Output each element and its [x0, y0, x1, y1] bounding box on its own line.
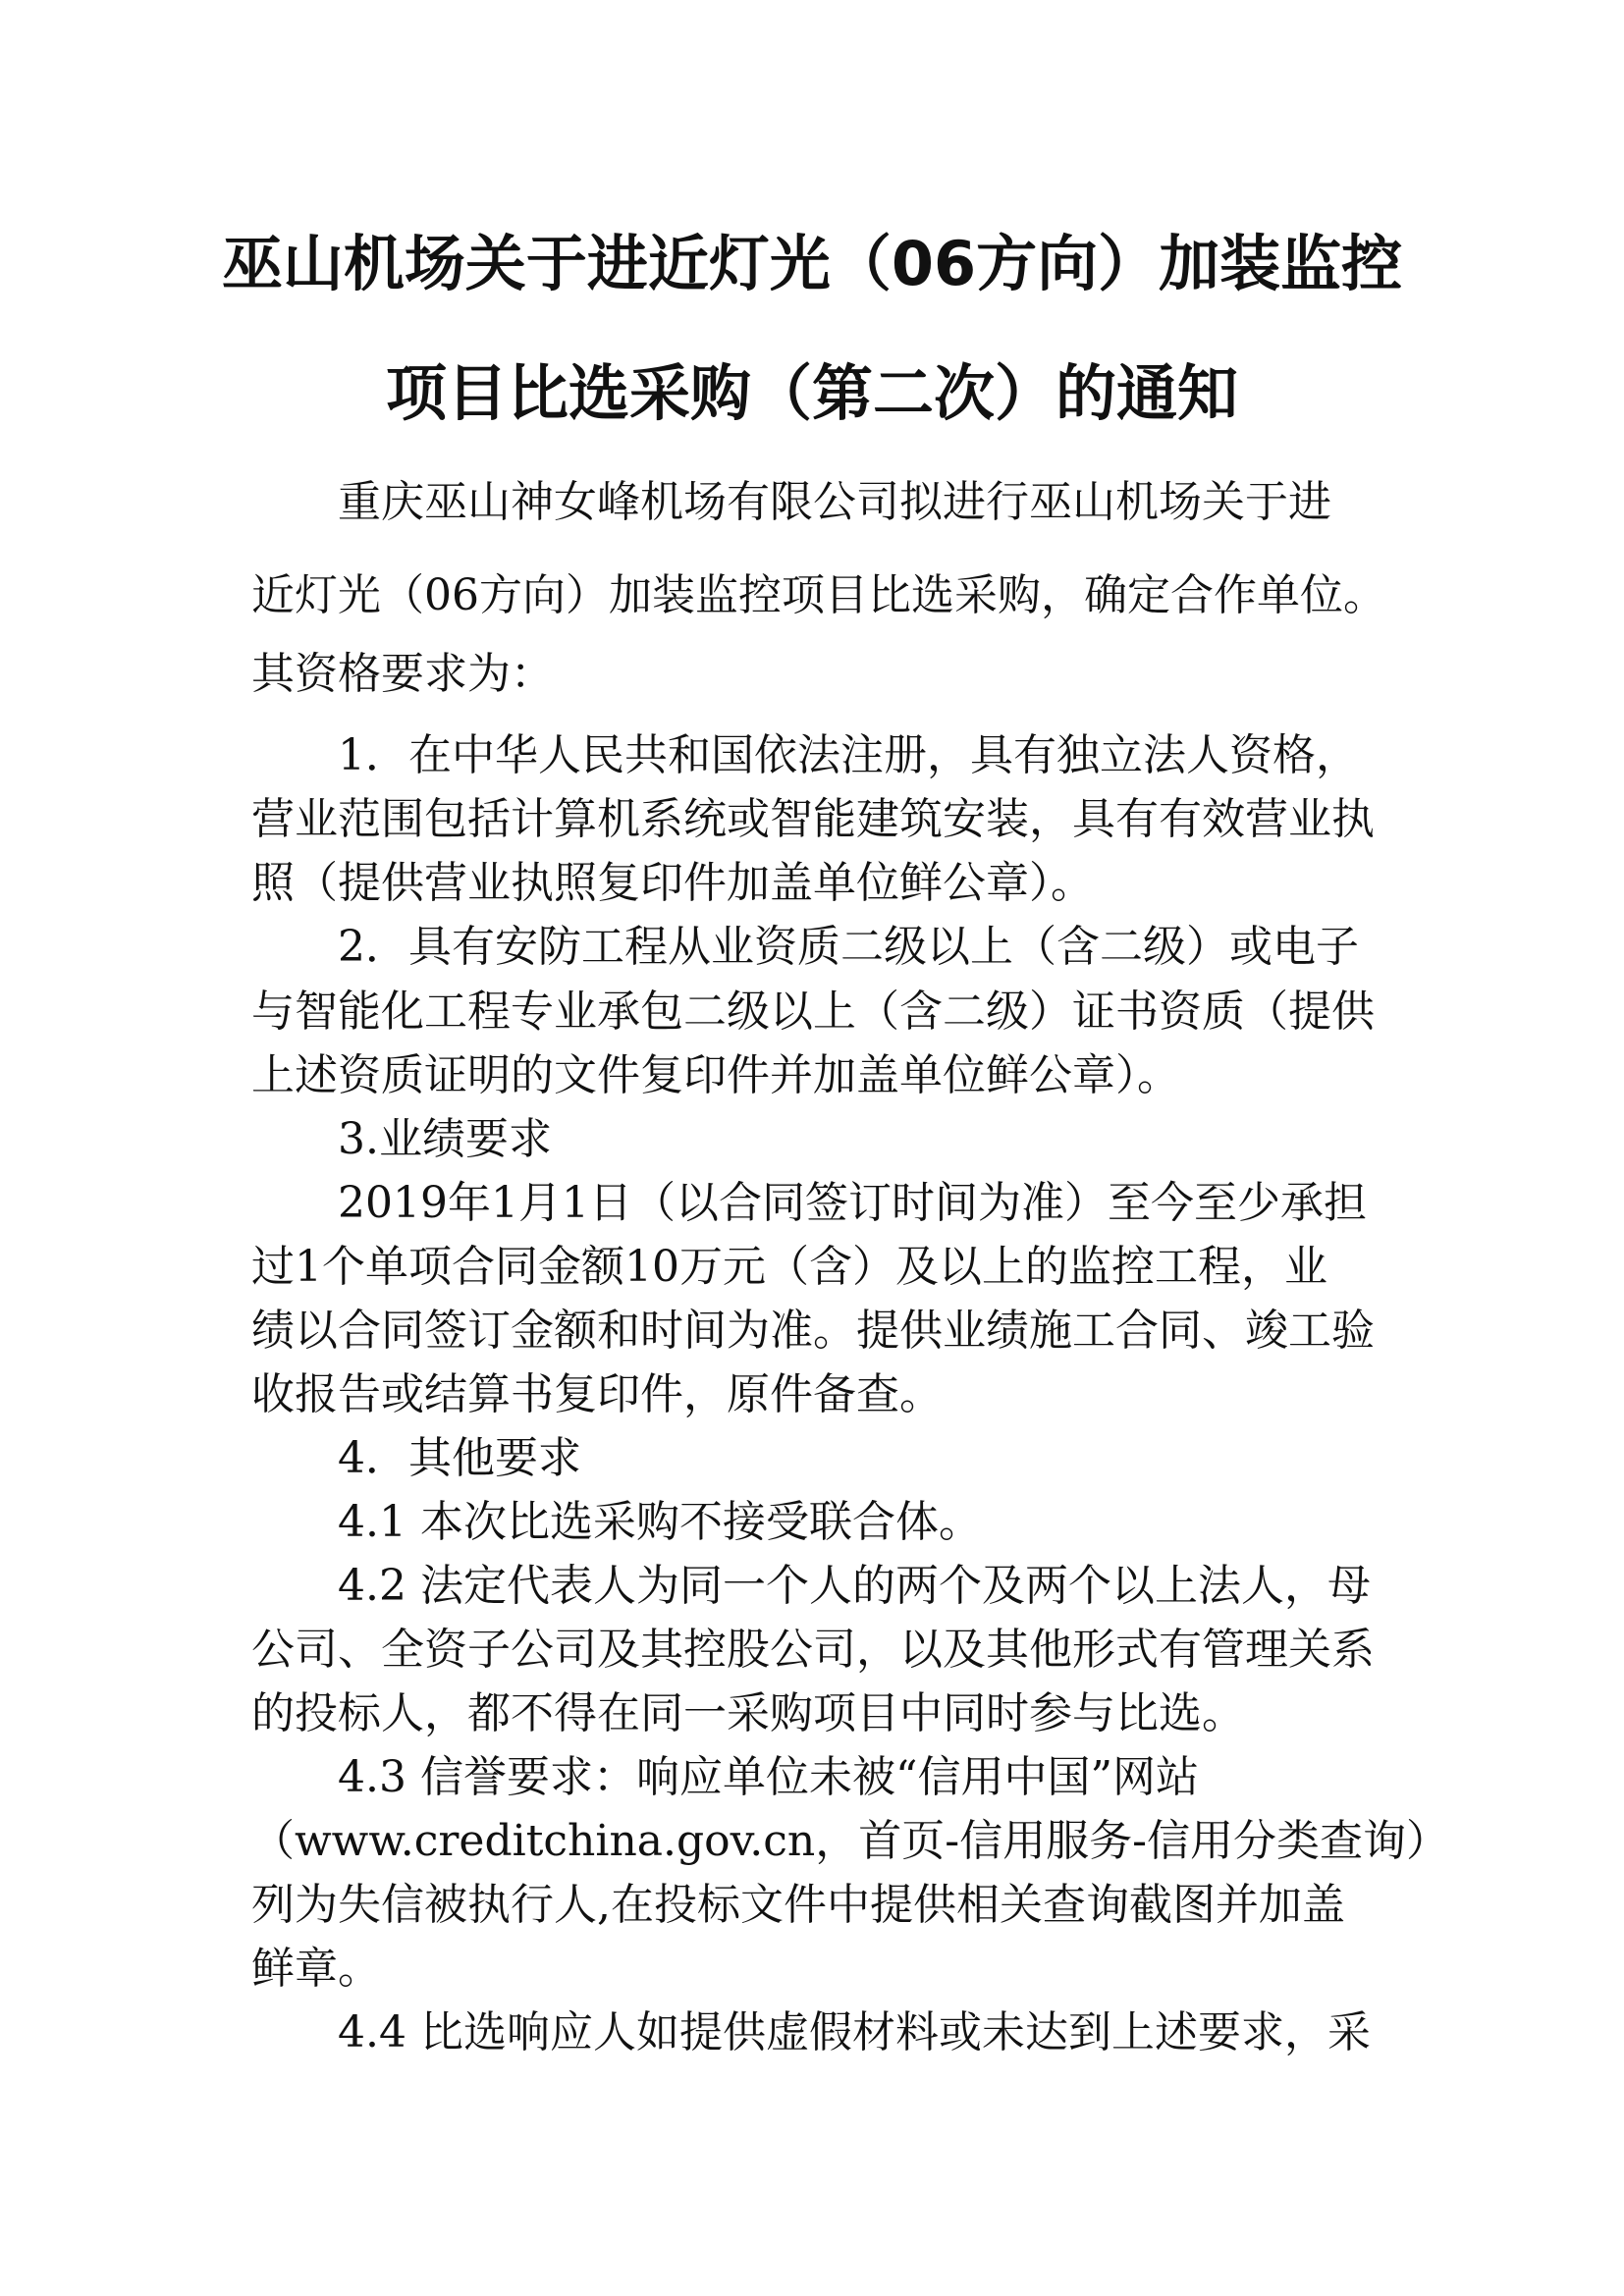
body-line: 近灯光（06方向）加装监控项目比选采购，确定合作单位。: [251, 570, 1386, 620]
body-line: 与智能化工程专业承包二级以上（含二级）证书资质（提供: [251, 987, 1375, 1037]
body-line: 过1个单项合同金额10万元（含）及以上的监控工程，业: [251, 1242, 1327, 1292]
body-line: （www.creditchina.gov.cn，首页-信用服务-信用分类查询）: [251, 1816, 1449, 1866]
body-line: 4.4 比选响应人如提供虚假材料或未达到上述要求，采: [251, 2007, 1371, 2057]
body-line: 公司、全资子公司及其控股公司，以及其他形式有管理关系: [251, 1625, 1375, 1675]
document-title-line-1: 巫山机场关于进近灯光（06方向）加装监控: [221, 228, 1403, 299]
body-line: 营业范围包括计算机系统或智能建筑安装，具有有效营业执: [251, 794, 1375, 844]
body-line: 的投标人，都不得在同一采购项目中同时参与比选。: [251, 1688, 1245, 1738]
body-line: 其资格要求为：: [251, 649, 554, 699]
body-line: 照（提供营业执照复印件加盖单位鲜公章）。: [251, 858, 1094, 908]
body-line: 绩以合同签订金额和时间为准。提供业绩施工合同、竣工验: [251, 1306, 1375, 1356]
body-line: 4.3 信誉要求：响应单位未被“信用中国”网站: [251, 1752, 1199, 1802]
body-line: 收报告或结算书复印件，原件备查。: [251, 1369, 943, 1419]
body-line: 2019年1月1日（以合同签订时间为准）至今至少承担: [251, 1178, 1367, 1228]
body-line: 4．其他要求: [251, 1433, 581, 1483]
body-line: 4.2 法定代表人为同一个人的两个及两个以上法人，母: [251, 1561, 1371, 1611]
body-line: 重庆巫山神女峰机场有限公司拟进行巫山机场关于进: [251, 477, 1331, 527]
body-line: 鲜章。: [251, 1944, 381, 1994]
body-line: 1．在中华人民共和国依法注册，具有独立法人资格，: [251, 730, 1359, 780]
body-line: 列为失信被执行人,在投标文件中提供相关查询截图并加盖: [251, 1880, 1345, 1930]
body-line: 3.业绩要求: [251, 1114, 552, 1164]
body-line: 4.1 本次比选采购不接受联合体。: [251, 1497, 982, 1547]
body-line: 上述资质证明的文件复印件并加盖单位鲜公章）。: [251, 1050, 1180, 1100]
document-title-line-2: 项目比选采购（第二次）的通知: [385, 357, 1238, 429]
body-line: 2．具有安防工程从业资质二级以上（含二级）或电子: [251, 922, 1359, 972]
